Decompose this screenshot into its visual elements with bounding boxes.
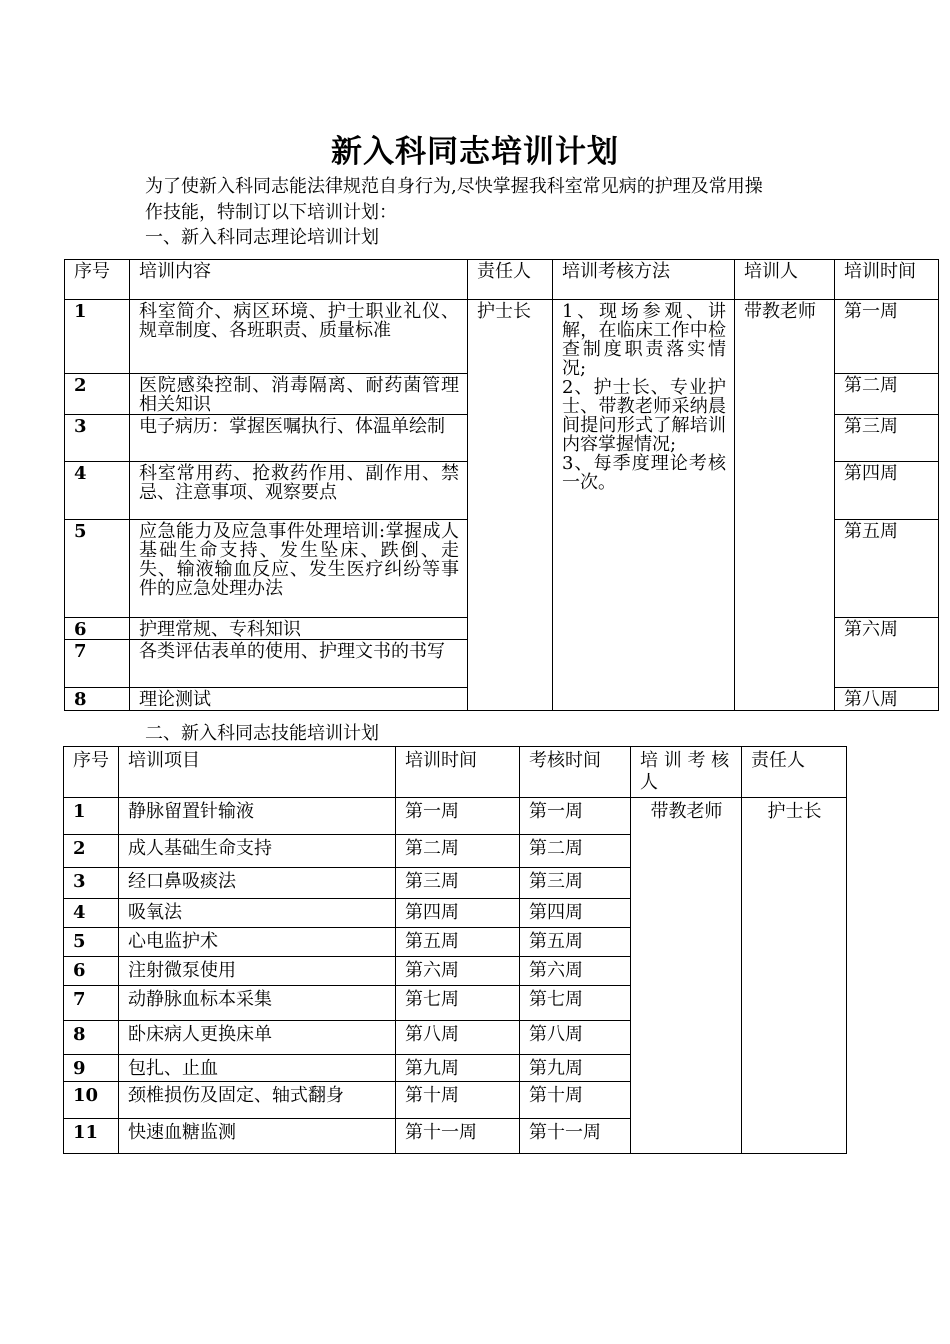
training-content: 医院感染控制、消毒隔离、耐药菌管理相关知识 [130, 374, 468, 415]
row-number: 5 [65, 520, 130, 618]
header-cell: 培训内容 [130, 260, 468, 300]
row-number: 7 [65, 640, 130, 688]
training-item: 心电监护术 [119, 928, 396, 957]
training-time: 第五周 [835, 520, 939, 618]
exam-time: 第二周 [520, 835, 631, 868]
training-item: 快速血糖监测 [119, 1119, 396, 1154]
header-cell: 责任人 [468, 260, 553, 300]
header-cell: 培训项目 [119, 747, 396, 798]
header-cell: 责任人 [742, 747, 847, 798]
training-item: 动静脉血标本采集 [119, 986, 396, 1021]
examiner: 带教老师 [631, 798, 742, 1154]
row-number: 2 [65, 374, 130, 415]
training-time: 第九周 [396, 1055, 520, 1082]
table-row [65, 300, 939, 374]
table-header-row [65, 260, 939, 300]
training-time: 第十一周 [396, 1119, 520, 1154]
header-cell: 培训时间 [396, 747, 520, 798]
training-time: 第一周 [835, 300, 939, 374]
training-time: 第二周 [396, 835, 520, 868]
row-number: 1 [64, 798, 119, 835]
training-content: 科室简介、病区环境、护士职业礼仪、规章制度、各班职责、质量标准 [130, 300, 468, 374]
exam-time: 第三周 [520, 868, 631, 899]
row-number: 2 [64, 835, 119, 868]
exam-time: 第六周 [520, 957, 631, 986]
training-item: 卧床病人更换床单 [119, 1021, 396, 1055]
training-time: 第三周 [835, 415, 939, 462]
training-time: 第五周 [396, 928, 520, 957]
training-content: 电子病历：掌握医嘱执行、体温单绘制 [130, 415, 468, 462]
training-time: 第八周 [396, 1021, 520, 1055]
section-heading-skills: 二、新入科同志技能培训计划 [145, 723, 379, 744]
row-number: 11 [64, 1119, 119, 1154]
assessment-method: 1、现场参观、讲解，在临床工作中检查制度职责落实情况; 2、护士长、专业护士、带教老师采纳晨间提问形式了解培训内容掌握情况; 3、每季度理论考核一次。 [553, 300, 735, 711]
row-number: 7 [64, 986, 119, 1021]
trainer: 带教老师 [735, 300, 835, 711]
responsible-person: 护士长 [468, 300, 553, 711]
row-number: 3 [64, 868, 119, 899]
row-number: 1 [65, 300, 130, 374]
training-content: 科室常用药、抢救药作用、副作用、禁忌、注意事项、观察要点 [130, 462, 468, 520]
page-title: 新入科同志培训计划 [331, 134, 619, 170]
row-number: 6 [64, 957, 119, 986]
training-time: 第六周 [835, 618, 939, 688]
training-time: 第八周 [835, 688, 939, 711]
table-row [64, 798, 847, 835]
exam-time: 第十一周 [520, 1119, 631, 1154]
table-header-row [64, 747, 847, 798]
responsible-person: 护士长 [742, 798, 847, 1154]
exam-time: 第五周 [520, 928, 631, 957]
training-content: 各类评估表单的使用、护理文书的书写 [130, 640, 468, 688]
header-cell: 培训人 [735, 260, 835, 300]
row-number: 4 [65, 462, 130, 520]
exam-time: 第一周 [520, 798, 631, 835]
training-time: 第二周 [835, 374, 939, 415]
intro-line-2: 作技能，特制订以下培训计划： [145, 202, 397, 223]
training-item: 颈椎损伤及固定、轴式翻身 [119, 1082, 396, 1119]
training-time: 第三周 [396, 868, 520, 899]
training-item: 经口鼻吸痰法 [119, 868, 396, 899]
training-time: 第四周 [396, 899, 520, 928]
header-cell: 序号 [64, 747, 119, 798]
training-item: 注射微泵使用 [119, 957, 396, 986]
row-number: 8 [64, 1021, 119, 1055]
row-number: 10 [64, 1082, 119, 1119]
exam-time: 第四周 [520, 899, 631, 928]
theory-training-table [64, 259, 939, 711]
training-item: 成人基础生命支持 [119, 835, 396, 868]
header-cell: 序号 [65, 260, 130, 300]
row-number: 5 [64, 928, 119, 957]
skills-training-table [63, 746, 847, 1154]
row-number: 6 [65, 618, 130, 640]
training-time: 第十周 [396, 1082, 520, 1119]
section-heading-theory: 一、新入科同志理论培训计划 [145, 227, 379, 248]
training-time: 第六周 [396, 957, 520, 986]
exam-time: 第七周 [520, 986, 631, 1021]
training-item: 吸氧法 [119, 899, 396, 928]
header-cell: 培 训 考 核 人 [631, 747, 742, 798]
training-item: 静脉留置针输液 [119, 798, 396, 835]
exam-time: 第九周 [520, 1055, 631, 1082]
intro-line-1: 为了使新入科同志能法律规范自身行为,尽快掌握我科室常见病的护理及常用操 [145, 176, 763, 197]
training-content: 应急能力及应急事件处理培训:掌握成人基础生命支持、发生坠床、跌倒、走失、输液输血反应、发生医疗纠纷等事件的应急处理办法 [130, 520, 468, 618]
training-content: 理论测试 [130, 688, 468, 711]
row-number: 9 [64, 1055, 119, 1082]
header-cell: 培训时间 [835, 260, 939, 300]
row-number: 4 [64, 899, 119, 928]
training-time: 第一周 [396, 798, 520, 835]
training-item: 包扎、止血 [119, 1055, 396, 1082]
header-cell: 考核时间 [520, 747, 631, 798]
training-time: 第七周 [396, 986, 520, 1021]
exam-time: 第十周 [520, 1082, 631, 1119]
row-number: 3 [65, 415, 130, 462]
exam-time: 第八周 [520, 1021, 631, 1055]
training-content: 护理常规、专科知识 [130, 618, 468, 640]
row-number: 8 [65, 688, 130, 711]
intro-paragraph [145, 174, 825, 226]
header-cell: 培训考核方法 [553, 260, 735, 300]
training-time: 第四周 [835, 462, 939, 520]
